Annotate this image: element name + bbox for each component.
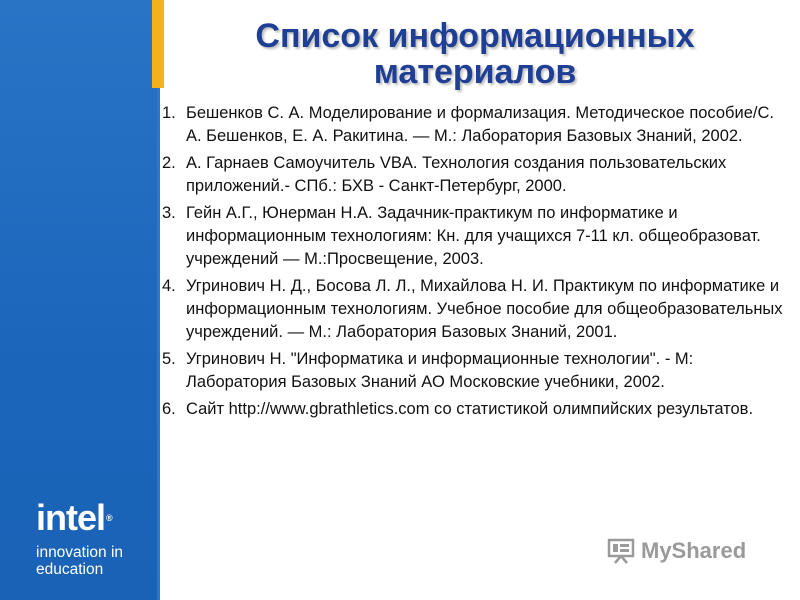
registered-mark: ®	[106, 513, 112, 523]
reference-item	[162, 202, 792, 271]
intel-brand	[36, 497, 124, 578]
reference-number: 1.	[162, 104, 176, 122]
intel-logo	[36, 497, 123, 538]
brand-tagline	[36, 544, 123, 578]
reference-number: 6.	[162, 400, 176, 418]
reference-text: Угринович Н. "Информатика и информационные технологии". - М: Лаборатория Базовых Знаний АО Московские учебники, 2002.	[186, 350, 694, 391]
reference-item	[162, 348, 792, 394]
reference-number: 3.	[162, 204, 176, 222]
reference-item	[162, 275, 792, 344]
reference-text: Угринович Н. Д., Босова Л. Л., Михайлова Н. И. Практикум по информатике и информационным технологиям. Учебное пособие для общеобразовательных учреждений. — М.: Лаборатория Базовых Знаний, 2001.	[186, 277, 783, 341]
intel-logo-text: intel	[36, 497, 106, 538]
reference-number: 2.	[162, 154, 176, 172]
title-line1: Список информационных	[255, 17, 695, 55]
reference-text: Бешенков С. А. Моделирование и формализация. Методическое пособие/С. А. Бешенков, Е. А. Ракитина. — М.: Лаборатория Базовых Знаний, 2002.	[186, 104, 774, 145]
presentation-board-icon	[607, 538, 635, 564]
tagline-line2: education	[36, 561, 104, 578]
reference-list	[162, 102, 792, 425]
reference-item	[162, 152, 792, 198]
reference-number: 4.	[162, 277, 176, 295]
reference-item	[162, 398, 792, 421]
reference-item	[162, 102, 792, 148]
reference-text: Сайт http://www.gbrathletics.com со статистикой олимпийских результатов.	[186, 400, 754, 418]
watermark	[607, 538, 746, 564]
reference-text: А. Гарнаев Самоучитель VBA. Технология создания пользовательских приложений.- СПб.: БХВ - Санкт-Петербург, 2000.	[186, 154, 727, 195]
reference-number: 5.	[162, 350, 176, 368]
accent-bar	[152, 0, 164, 88]
reference-text: Гейн А.Г., Юнерман Н.А. Задачник-практикум по информатике и информационным технологиям: Кн. для учащихся 7-11 кл. общеобразоват. учреждений — М.:Просвещение, 2003.	[186, 204, 761, 268]
watermark-text: MyShared	[641, 538, 747, 563]
tagline-line1: innovation in	[36, 544, 124, 561]
sidebar-edge	[157, 88, 160, 600]
title-line2: материалов	[373, 53, 577, 91]
slide-title	[175, 18, 775, 90]
